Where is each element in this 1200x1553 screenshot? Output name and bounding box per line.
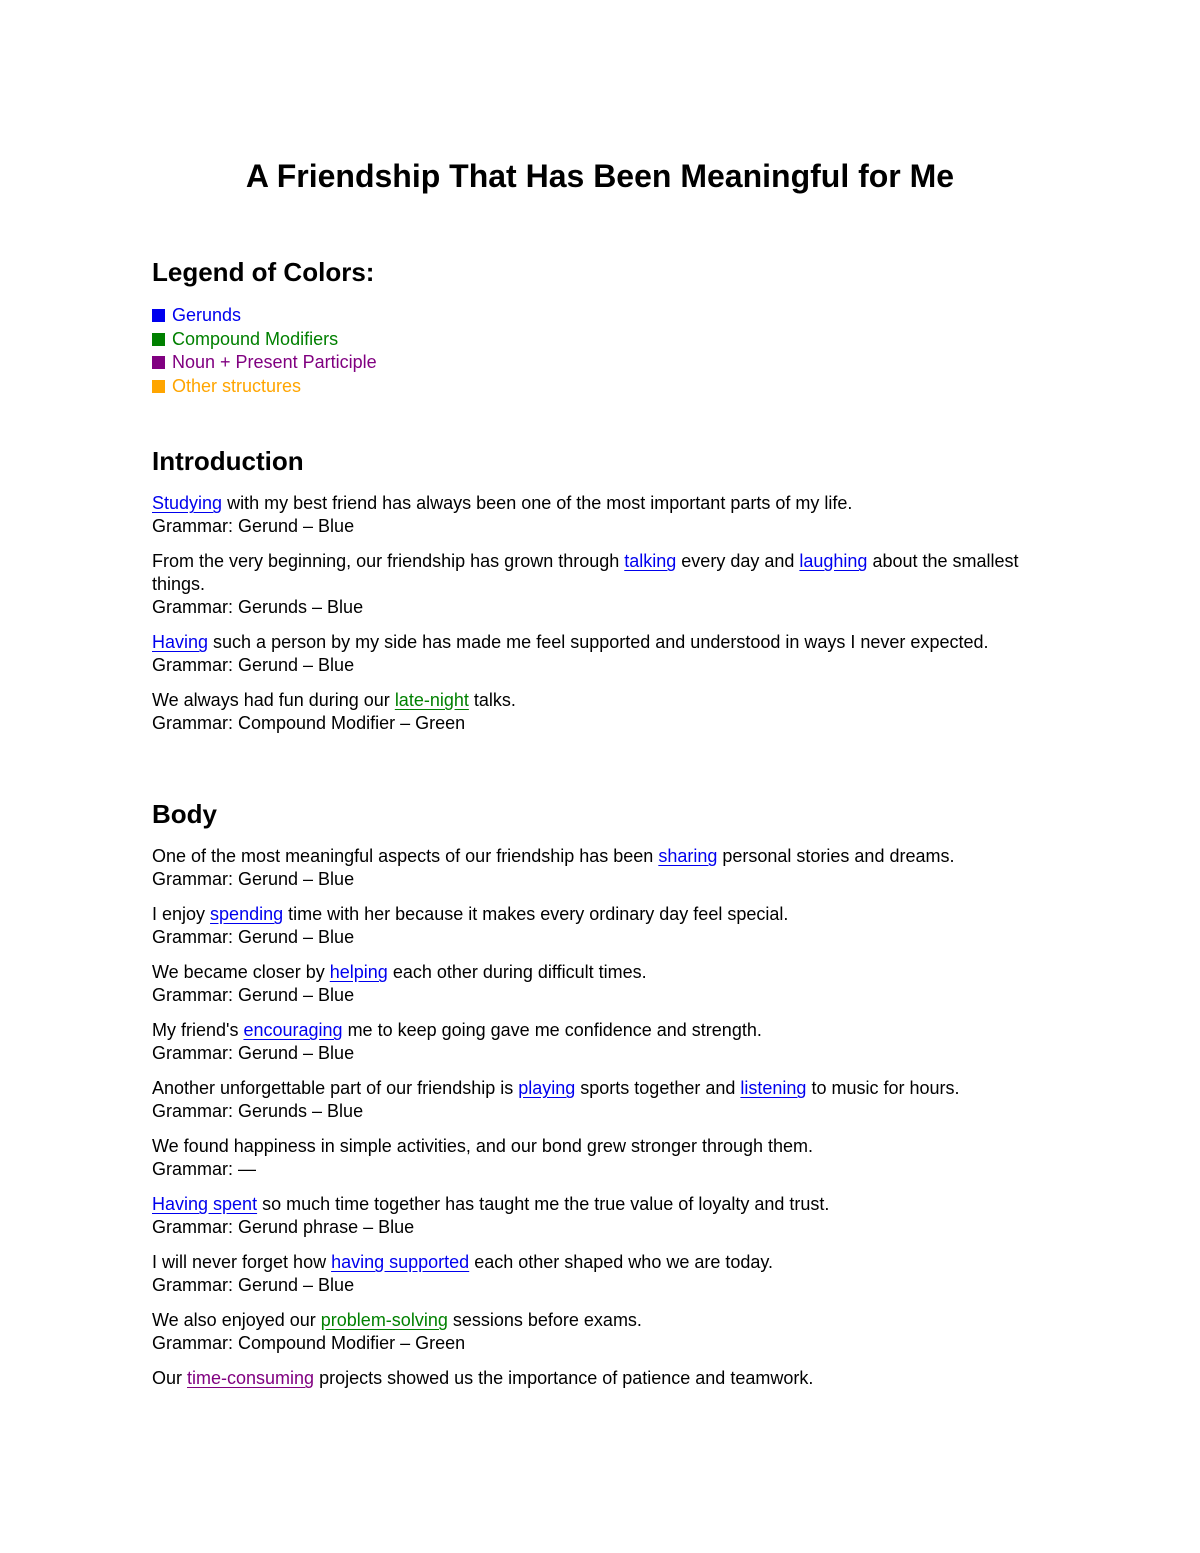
legend-label: Noun + Present Participle — [172, 352, 377, 372]
example-sentence — [152, 492, 1042, 515]
highlighted-structure: having supported — [331, 1252, 470, 1272]
sentence-text: Another unforgettable part of our friendship is — [152, 1078, 519, 1098]
highlighted-structure: laughing — [799, 551, 868, 571]
example-sentence — [152, 845, 1042, 868]
highlighted-structure: problem-solving — [320, 1310, 448, 1330]
orange-square-icon — [152, 380, 165, 393]
section-heading-introduction: Introduction — [152, 446, 304, 476]
sentence-entry — [152, 1309, 1042, 1355]
grammar-note: Grammar: Compound Modifier – Green — [152, 713, 466, 733]
sentence-entry — [152, 1251, 1042, 1297]
sentence-text: such a person by my side has made me feel supported and understood in ways I never expected. — [208, 632, 989, 652]
grammar-note: Grammar: Gerund – Blue — [152, 1043, 355, 1063]
sentence-entry — [152, 1019, 1042, 1065]
sentence-text: with my best friend has always been one of the most important parts of my life. — [222, 493, 853, 513]
sentence-text: each other shaped who we are today. — [469, 1252, 774, 1272]
grammar-note: Grammar: Gerunds – Blue — [152, 1101, 364, 1121]
grammar-note: Grammar: Gerund – Blue — [152, 1275, 355, 1295]
sentence-entry — [152, 550, 1042, 619]
sentence-text: to music for hours. — [806, 1078, 960, 1098]
green-square-icon — [152, 333, 165, 346]
sentence-entry — [152, 631, 1042, 677]
sentence-text: so much time together has taught me the true value of loyalty and trust. — [257, 1194, 830, 1214]
example-sentence — [152, 1019, 1042, 1042]
legend-item-gerunds — [152, 304, 377, 328]
sentence-entry — [152, 1077, 1042, 1123]
sentence-text: about the smallest things. — [152, 551, 1019, 594]
example-sentence — [152, 1077, 1042, 1100]
highlighted-structure: listening — [740, 1078, 807, 1098]
highlighted-structure: playing — [518, 1078, 576, 1098]
highlighted-structure: time-consuming — [187, 1368, 315, 1388]
grammar-note: Grammar: Gerund – Blue — [152, 927, 355, 947]
sentence-text: We also enjoyed our — [152, 1310, 321, 1330]
sentence-text: sessions before exams. — [447, 1310, 642, 1330]
example-sentence — [152, 1251, 1042, 1274]
section-introduction — [152, 492, 1042, 747]
sentence-text: time with her because it makes every ordinary day feel special. — [283, 904, 789, 924]
legend-heading: Legend of Colors: — [152, 257, 375, 287]
legend-item-compound-modifiers — [152, 328, 377, 352]
highlighted-structure: Having spent — [152, 1194, 258, 1214]
grammar-note: Grammar: Gerunds – Blue — [152, 597, 364, 617]
sentence-entry — [152, 1367, 1042, 1390]
sentence-text: One of the most meaningful aspects of our friendship has been — [152, 846, 659, 866]
grammar-note: Grammar: Gerund phrase – Blue — [152, 1217, 415, 1237]
highlighted-structure: helping — [329, 962, 388, 982]
legend-label: Compound Modifiers — [172, 328, 339, 349]
sentence-entry — [152, 845, 1042, 891]
sentence-entry — [152, 903, 1042, 949]
example-sentence — [152, 1193, 1042, 1216]
example-sentence — [152, 1367, 1042, 1390]
grammar-note: Grammar: Compound Modifier – Green — [152, 1333, 466, 1353]
purple-square-icon — [152, 356, 165, 369]
color-legend — [152, 304, 377, 398]
sentence-text: We always had fun during our — [152, 690, 395, 710]
highlighted-structure: Studying — [152, 493, 223, 513]
sentence-entry — [152, 1135, 1042, 1181]
sentence-entry — [152, 1193, 1042, 1239]
highlighted-structure: encouraging — [243, 1020, 343, 1040]
legend-label: Other structures — [172, 375, 302, 396]
example-sentence — [152, 631, 1042, 654]
sentence-text: each other during difficult times. — [387, 962, 647, 982]
legend-label: Gerunds — [172, 305, 242, 325]
highlighted-structure: talking — [624, 551, 677, 571]
sentence-text: sports together and — [575, 1078, 741, 1098]
sentence-text: talks. — [468, 690, 516, 710]
sentence-text: me to keep going gave me confidence and strength. — [342, 1020, 762, 1040]
sentence-text: I will never forget how — [152, 1252, 332, 1272]
example-sentence — [152, 961, 1042, 984]
sentence-text: personal stories and dreams. — [717, 846, 955, 866]
example-sentence — [152, 1135, 1042, 1158]
grammar-note: Grammar: Gerund – Blue — [152, 655, 355, 675]
sentence-entry — [152, 689, 1042, 735]
section-body — [152, 845, 1042, 1402]
sentence-text: every day and — [676, 551, 800, 571]
highlighted-structure: Having — [152, 632, 209, 652]
sentence-text: We became closer by — [152, 962, 330, 982]
page-title: A Friendship That Has Been Meaningful for Me — [245, 158, 955, 194]
blue-square-icon — [152, 309, 165, 322]
example-sentence — [152, 689, 1042, 712]
grammar-note: Grammar: Gerund – Blue — [152, 516, 355, 536]
example-sentence — [152, 903, 1042, 926]
legend-item-other-structures — [152, 375, 377, 399]
sentence-entry — [152, 492, 1042, 538]
grammar-note: Grammar: Gerund – Blue — [152, 869, 355, 889]
sentence-text: My friend's — [152, 1020, 244, 1040]
sentence-text: From the very beginning, our friendship has grown through — [152, 551, 625, 571]
sentence-text: I enjoy — [152, 904, 211, 924]
example-sentence — [152, 1309, 1042, 1332]
grammar-note: Grammar: — — [152, 1159, 257, 1179]
sentence-text: projects showed us the importance of patience and teamwork. — [314, 1368, 814, 1388]
sentence-text: Our — [152, 1368, 188, 1388]
section-heading-body: Body — [152, 799, 217, 829]
sentence-entry — [152, 961, 1042, 1007]
highlighted-structure: sharing — [658, 846, 718, 866]
highlighted-structure: spending — [210, 904, 284, 924]
legend-item-noun-present-participle — [152, 351, 377, 375]
grammar-note: Grammar: Gerund – Blue — [152, 985, 355, 1005]
sentence-text: We found happiness in simple activities, and our bond grew stronger through them. — [152, 1136, 814, 1156]
example-sentence — [152, 550, 1042, 596]
highlighted-structure: late-night — [394, 690, 469, 710]
